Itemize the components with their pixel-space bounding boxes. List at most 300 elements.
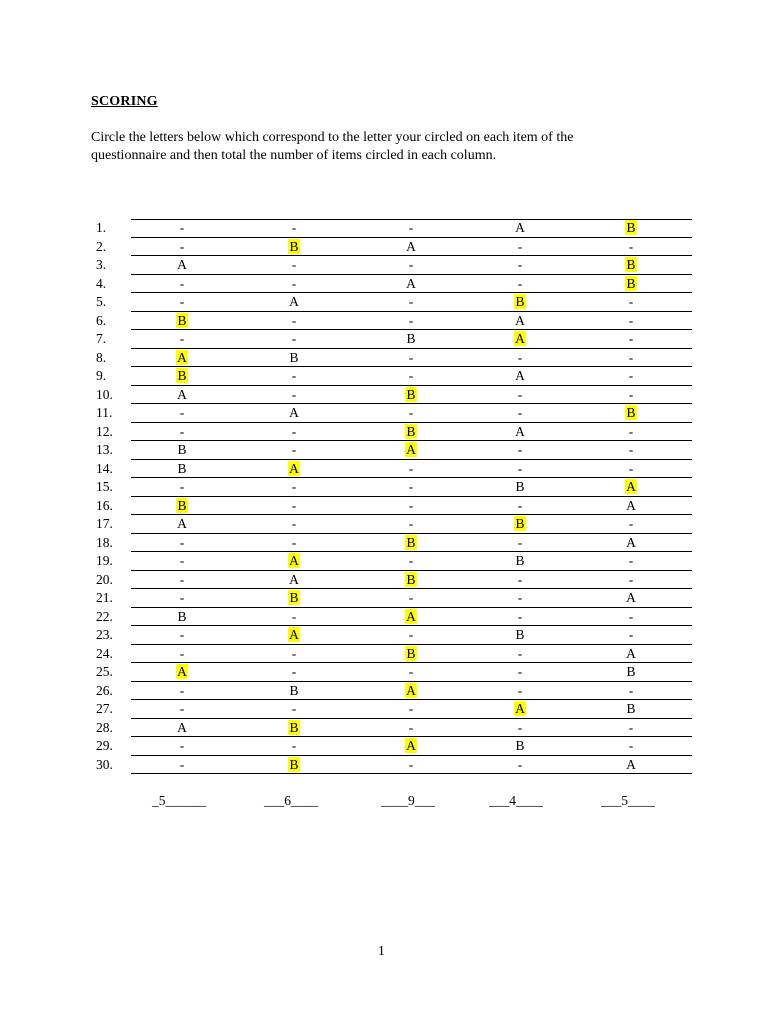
- answer-cell-col-3: [401, 516, 421, 532]
- answer-value: -: [179, 331, 185, 346]
- answer-cell-col-5: [621, 553, 641, 569]
- item-number: 28.: [96, 719, 113, 735]
- page-number: 1: [378, 943, 385, 958]
- circled-answer: A: [626, 479, 636, 494]
- answer-cell-col-1: [172, 220, 192, 236]
- item-number: 5.: [96, 294, 107, 309]
- item-number: 4.: [96, 275, 107, 291]
- answer-cell-col-3: [401, 350, 421, 366]
- answer-cell-col-1: [172, 664, 192, 680]
- answer-cell-col-3: [401, 701, 421, 717]
- answer-value: -: [408, 312, 414, 328]
- table-row: [0, 719, 768, 738]
- table-row: [0, 700, 768, 719]
- answer-value: A: [626, 756, 636, 772]
- answer-cell-col-1: [172, 368, 192, 384]
- item-number: 15.: [96, 479, 113, 494]
- table-row: [0, 571, 768, 590]
- answer-value: A: [177, 257, 187, 272]
- answer-value: -: [291, 220, 297, 235]
- item-number: 11.: [96, 405, 113, 420]
- item-number: 30.: [96, 756, 113, 772]
- answer-value: A: [626, 590, 636, 605]
- answer-value: -: [517, 405, 523, 420]
- circled-answer: A: [406, 442, 416, 457]
- answer-cell-col-2: [284, 424, 304, 440]
- answer-value: -: [291, 534, 297, 550]
- answer-cell-col-3: [401, 646, 421, 662]
- answer-value: -: [291, 275, 297, 291]
- answer-value: -: [179, 756, 185, 772]
- table-row: [0, 552, 768, 571]
- answer-cell-col-4: [510, 627, 530, 643]
- table-row: [0, 275, 768, 294]
- answer-cell-col-4: [510, 535, 530, 551]
- answer-cell-col-4: [510, 609, 530, 625]
- circled-answer: A: [289, 627, 299, 642]
- column-total-3: ____9___: [381, 793, 435, 808]
- answer-cell-col-1: [172, 461, 192, 477]
- answer-value: B: [626, 701, 636, 716]
- answer-cell-col-1: [172, 683, 192, 699]
- answer-cell-col-5: [621, 461, 641, 477]
- answer-cell-col-1: [172, 572, 192, 588]
- circled-answer: A: [289, 553, 299, 568]
- answer-cell-col-1: [172, 609, 192, 625]
- answer-cell-col-3: [401, 239, 421, 255]
- answer-value: B: [515, 627, 525, 642]
- answer-cell-col-4: [510, 683, 530, 699]
- answer-cell-col-4: [510, 387, 530, 403]
- item-number: 3.: [96, 257, 107, 272]
- table-row: [0, 626, 768, 645]
- answer-value: B: [515, 553, 525, 568]
- column-total-2: ___6____: [264, 793, 318, 808]
- answer-value: -: [517, 497, 523, 513]
- circled-answer: A: [177, 349, 187, 365]
- answer-cell-col-1: [172, 239, 192, 255]
- answer-cell-col-2: [284, 276, 304, 292]
- answer-value: A: [626, 497, 636, 513]
- answer-value: -: [291, 312, 297, 328]
- answer-cell-col-3: [401, 220, 421, 236]
- item-number: 20.: [96, 571, 113, 587]
- answer-cell-col-4: [510, 590, 530, 606]
- answer-cell-col-2: [284, 405, 304, 421]
- answer-value: A: [626, 534, 636, 550]
- table-row: [0, 256, 768, 275]
- answer-cell-col-2: [284, 498, 304, 514]
- answer-value: A: [515, 423, 525, 439]
- answer-cell-col-5: [621, 701, 641, 717]
- item-number: 18.: [96, 534, 113, 550]
- answer-cell-col-3: [401, 609, 421, 625]
- answer-value: B: [289, 349, 299, 365]
- answer-cell-col-5: [621, 442, 641, 458]
- row-rule: [131, 773, 692, 774]
- answer-cell-col-4: [510, 313, 530, 329]
- answer-value: B: [515, 738, 525, 753]
- answer-cell-col-1: [172, 590, 192, 606]
- answer-cell-col-1: [172, 313, 192, 329]
- answer-value: -: [517, 238, 523, 254]
- answer-value: -: [408, 516, 414, 531]
- answer-cell-col-4: [510, 479, 530, 495]
- answer-cell-col-1: [172, 720, 192, 736]
- table-row: [0, 589, 768, 608]
- answer-cell-col-5: [621, 609, 641, 625]
- answer-cell-col-1: [172, 627, 192, 643]
- answer-cell-col-1: [172, 276, 192, 292]
- item-number: 8.: [96, 349, 107, 365]
- answer-cell-col-4: [510, 442, 530, 458]
- circled-answer: B: [406, 534, 416, 550]
- answer-value: -: [628, 553, 634, 568]
- item-number: 16.: [96, 497, 113, 513]
- item-number: 27.: [96, 701, 113, 716]
- answer-cell-col-3: [401, 627, 421, 643]
- answer-value: -: [179, 571, 185, 587]
- answer-cell-col-2: [284, 239, 304, 255]
- circled-answer: B: [406, 645, 416, 661]
- answer-cell-col-5: [621, 757, 641, 773]
- item-number: 21.: [96, 590, 113, 605]
- answer-cell-col-5: [621, 646, 641, 662]
- table-row: [0, 756, 768, 775]
- answer-value: -: [291, 442, 297, 457]
- answer-value: -: [517, 442, 523, 457]
- answer-cell-col-1: [172, 738, 192, 754]
- answer-cell-col-1: [172, 701, 192, 717]
- answer-cell-col-5: [621, 535, 641, 551]
- answer-value: A: [177, 386, 187, 402]
- answer-cell-col-4: [510, 405, 530, 421]
- answer-value: -: [408, 719, 414, 735]
- answer-value: A: [406, 275, 416, 291]
- answer-cell-col-4: [510, 701, 530, 717]
- answer-cell-col-2: [284, 757, 304, 773]
- answer-value: B: [177, 608, 187, 624]
- answer-cell-col-1: [172, 646, 192, 662]
- circled-answer: B: [406, 423, 416, 439]
- item-number: 2.: [96, 238, 107, 254]
- answer-value: -: [408, 349, 414, 365]
- circled-answer: B: [406, 386, 416, 402]
- item-number: 1.: [96, 220, 107, 235]
- answer-value: A: [626, 645, 636, 661]
- answer-cell-col-4: [510, 239, 530, 255]
- answer-value: -: [517, 664, 523, 679]
- answer-cell-col-5: [621, 720, 641, 736]
- answer-cell-col-4: [510, 498, 530, 514]
- answer-cell-col-4: [510, 368, 530, 384]
- answer-value: -: [408, 756, 414, 772]
- answer-cell-col-4: [510, 220, 530, 236]
- answer-cell-col-1: [172, 757, 192, 773]
- table-row: [0, 515, 768, 534]
- answer-cell-col-4: [510, 738, 530, 754]
- item-number: 7.: [96, 331, 107, 346]
- answer-cell-col-1: [172, 387, 192, 403]
- answer-cell-col-3: [401, 590, 421, 606]
- circled-answer: B: [515, 294, 525, 309]
- answer-cell-col-1: [172, 257, 192, 273]
- answer-value: -: [291, 664, 297, 679]
- answer-value: -: [408, 460, 414, 476]
- circled-answer: A: [406, 682, 416, 698]
- answer-cell-col-3: [401, 276, 421, 292]
- item-number: 6.: [96, 312, 107, 328]
- page-title: SCORING: [91, 94, 158, 109]
- answer-cell-col-5: [621, 350, 641, 366]
- answer-value: -: [291, 386, 297, 402]
- column-totals: [0, 793, 768, 813]
- answer-cell-col-3: [401, 461, 421, 477]
- answer-value: -: [179, 738, 185, 753]
- answer-cell-col-2: [284, 738, 304, 754]
- item-number: 17.: [96, 516, 113, 531]
- answer-cell-col-3: [401, 572, 421, 588]
- item-number: 10.: [96, 386, 113, 402]
- item-number: 25.: [96, 664, 113, 679]
- answer-cell-col-5: [621, 331, 641, 347]
- answer-value: -: [291, 479, 297, 494]
- column-total-1: _5______: [152, 793, 206, 808]
- answer-cell-col-4: [510, 331, 530, 347]
- answer-cell-col-5: [621, 479, 641, 495]
- answer-cell-col-1: [172, 479, 192, 495]
- answer-cell-col-3: [401, 424, 421, 440]
- answer-cell-col-3: [401, 720, 421, 736]
- answer-cell-col-4: [510, 553, 530, 569]
- answer-cell-col-3: [401, 331, 421, 347]
- answer-cell-col-5: [621, 257, 641, 273]
- answer-value: -: [291, 257, 297, 272]
- answer-value: -: [408, 479, 414, 494]
- answer-value: -: [517, 719, 523, 735]
- answer-value: -: [517, 386, 523, 402]
- answer-cell-col-4: [510, 757, 530, 773]
- table-row: [0, 645, 768, 664]
- answer-cell-col-1: [172, 442, 192, 458]
- answer-cell-col-3: [401, 313, 421, 329]
- answer-cell-col-5: [621, 294, 641, 310]
- answer-value: -: [408, 294, 414, 309]
- answer-value: -: [179, 238, 185, 254]
- answer-cell-col-3: [401, 498, 421, 514]
- answer-value: -: [408, 220, 414, 235]
- answer-cell-col-5: [621, 683, 641, 699]
- answer-cell-col-2: [284, 294, 304, 310]
- answer-value: -: [179, 275, 185, 291]
- table-row: [0, 367, 768, 386]
- circled-answer: A: [177, 664, 187, 679]
- answer-value: -: [408, 627, 414, 642]
- circled-answer: B: [289, 719, 299, 735]
- answer-cell-col-2: [284, 257, 304, 273]
- answer-value: -: [628, 349, 634, 365]
- answer-value: -: [628, 294, 634, 309]
- answer-value: -: [628, 627, 634, 642]
- answer-value: B: [177, 442, 187, 457]
- circled-answer: B: [626, 275, 636, 291]
- table-row: [0, 423, 768, 442]
- circled-answer: B: [289, 756, 299, 772]
- answer-value: -: [291, 368, 297, 383]
- answer-cell-col-1: [172, 498, 192, 514]
- circled-answer: B: [406, 571, 416, 587]
- answer-cell-col-5: [621, 424, 641, 440]
- answer-cell-col-4: [510, 294, 530, 310]
- item-number: 23.: [96, 627, 113, 642]
- table-row: [0, 219, 768, 238]
- answer-cell-col-3: [401, 387, 421, 403]
- circled-answer: B: [626, 220, 636, 235]
- answer-cell-col-2: [284, 442, 304, 458]
- answer-cell-col-2: [284, 683, 304, 699]
- answer-value: -: [179, 682, 185, 698]
- answer-value: B: [626, 664, 636, 679]
- answer-cell-col-1: [172, 516, 192, 532]
- answer-cell-col-2: [284, 350, 304, 366]
- answer-cell-col-2: [284, 368, 304, 384]
- answer-value: -: [179, 701, 185, 716]
- answer-cell-col-3: [401, 294, 421, 310]
- answer-value: -: [291, 738, 297, 753]
- table-row: [0, 534, 768, 553]
- answer-cell-col-1: [172, 350, 192, 366]
- answer-value: -: [628, 738, 634, 753]
- answer-cell-col-5: [621, 627, 641, 643]
- scoring-grid: [0, 219, 768, 774]
- answer-cell-col-5: [621, 664, 641, 680]
- answer-value: -: [628, 238, 634, 254]
- answer-value: -: [517, 571, 523, 587]
- answer-value: B: [177, 460, 187, 476]
- circled-answer: B: [626, 257, 636, 272]
- answer-value: -: [517, 534, 523, 550]
- answer-value: -: [179, 479, 185, 494]
- answer-value: -: [628, 331, 634, 346]
- table-row: [0, 404, 768, 423]
- answer-cell-col-3: [401, 257, 421, 273]
- answer-value: -: [179, 294, 185, 309]
- answer-cell-col-4: [510, 646, 530, 662]
- answer-value: -: [291, 701, 297, 716]
- answer-value: -: [517, 275, 523, 291]
- answer-value: A: [289, 294, 299, 309]
- answer-value: -: [179, 220, 185, 235]
- answer-cell-col-5: [621, 313, 641, 329]
- answer-value: -: [628, 682, 634, 698]
- answer-cell-col-5: [621, 220, 641, 236]
- table-row: [0, 330, 768, 349]
- answer-cell-col-2: [284, 387, 304, 403]
- answer-value: A: [289, 405, 299, 420]
- answer-value: -: [179, 590, 185, 605]
- answer-cell-col-4: [510, 350, 530, 366]
- answer-cell-col-4: [510, 424, 530, 440]
- answer-cell-col-2: [284, 516, 304, 532]
- circled-answer: B: [515, 516, 525, 531]
- answer-value: -: [408, 701, 414, 716]
- answer-cell-col-2: [284, 664, 304, 680]
- answer-cell-col-5: [621, 516, 641, 532]
- answer-cell-col-1: [172, 331, 192, 347]
- answer-value: -: [179, 553, 185, 568]
- item-number: 26.: [96, 682, 113, 698]
- answer-value: A: [177, 719, 187, 735]
- answer-value: -: [408, 664, 414, 679]
- item-number: 19.: [96, 553, 113, 568]
- item-number: 24.: [96, 645, 113, 661]
- table-row: [0, 349, 768, 368]
- answer-value: -: [517, 645, 523, 661]
- circled-answer: B: [289, 590, 299, 605]
- answer-cell-col-2: [284, 479, 304, 495]
- answer-cell-col-3: [401, 664, 421, 680]
- answer-cell-col-3: [401, 479, 421, 495]
- circled-answer: A: [406, 608, 416, 624]
- answer-value: -: [408, 405, 414, 420]
- answer-value: -: [291, 331, 297, 346]
- answer-cell-col-5: [621, 276, 641, 292]
- circled-answer: B: [177, 497, 187, 513]
- answer-cell-col-4: [510, 516, 530, 532]
- answer-value: -: [179, 534, 185, 550]
- circled-answer: A: [406, 738, 416, 753]
- answer-value: -: [179, 405, 185, 420]
- table-row: [0, 497, 768, 516]
- table-row: [0, 386, 768, 405]
- answer-cell-col-2: [284, 313, 304, 329]
- answer-cell-col-2: [284, 535, 304, 551]
- answer-value: -: [628, 719, 634, 735]
- answer-value: -: [517, 349, 523, 365]
- answer-value: -: [291, 645, 297, 661]
- answer-value: -: [517, 460, 523, 476]
- answer-value: -: [517, 756, 523, 772]
- answer-value: -: [628, 571, 634, 587]
- circled-answer: B: [289, 238, 299, 254]
- answer-value: -: [179, 645, 185, 661]
- item-number: 29.: [96, 738, 113, 753]
- circled-answer: A: [515, 701, 525, 716]
- answer-value: A: [177, 516, 187, 531]
- answer-value: -: [291, 497, 297, 513]
- answer-cell-col-2: [284, 609, 304, 625]
- answer-cell-col-3: [401, 738, 421, 754]
- answer-cell-col-5: [621, 738, 641, 754]
- answer-value: -: [179, 627, 185, 642]
- answer-cell-col-5: [621, 387, 641, 403]
- answer-cell-col-2: [284, 701, 304, 717]
- answer-cell-col-4: [510, 720, 530, 736]
- answer-cell-col-4: [510, 572, 530, 588]
- answer-cell-col-2: [284, 331, 304, 347]
- item-number: 22.: [96, 608, 113, 624]
- answer-cell-col-5: [621, 590, 641, 606]
- answer-value: -: [517, 257, 523, 272]
- instructions-paragraph: Circle the letters below which correspond to the letter your circled on each item of the questionnaire and then total the number of items circled in each column.: [91, 130, 574, 163]
- answer-value: -: [517, 608, 523, 624]
- circled-answer: B: [177, 368, 187, 383]
- answer-cell-col-1: [172, 405, 192, 421]
- table-row: [0, 312, 768, 331]
- answer-cell-col-3: [401, 442, 421, 458]
- circled-answer: B: [626, 405, 636, 420]
- answer-value: B: [406, 331, 416, 346]
